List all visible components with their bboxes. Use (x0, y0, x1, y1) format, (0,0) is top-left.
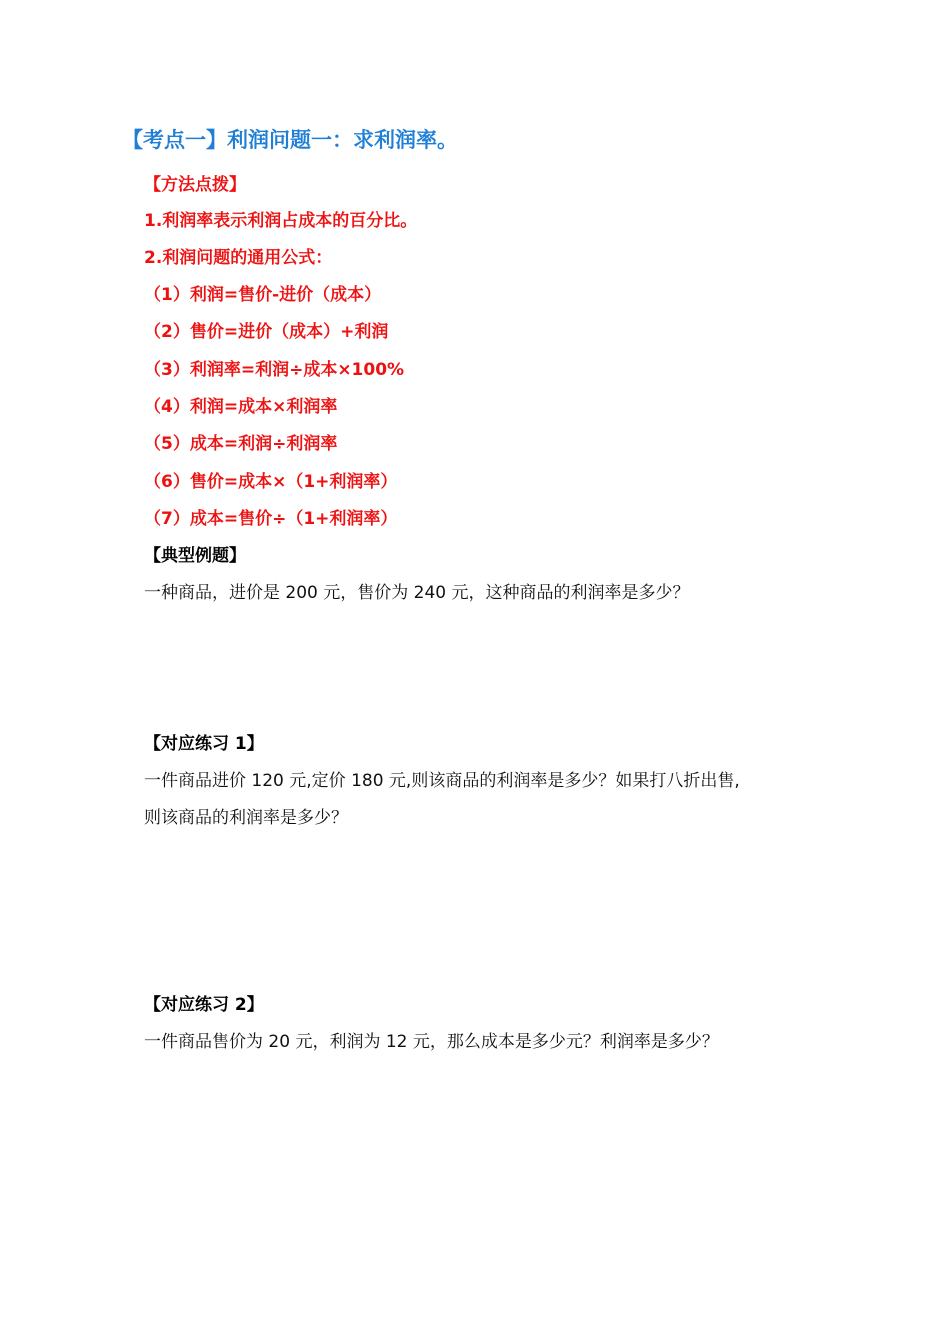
formula-7: （7）成本=售价÷（1+利润率） (144, 509, 398, 529)
formula-1: （1）利润=售价-进价（成本） (144, 285, 382, 305)
practice-2-heading: 【对应练习 2】 (144, 995, 264, 1015)
method-point-1: 1.利润率表示利润占成本的百分比。 (144, 211, 418, 231)
formula-5: （5）成本=利润÷利润率 (144, 434, 338, 454)
formula-2: （2）售价=进价（成本）+利润 (144, 322, 389, 342)
practice-1-heading: 【对应练习 1】 (144, 734, 264, 754)
formula-3: （3）利润率=利润÷成本×100% (144, 360, 405, 380)
practice-1-question-line-2: 则该商品的利润率是多少？ (144, 808, 348, 828)
formula-6: （6）售价=成本×（1+利润率） (144, 472, 398, 492)
section-title: 【考点一】利润问题一：求利润率。 (122, 128, 458, 152)
method-heading: 【方法点拨】 (144, 175, 246, 195)
practice-1-question-line-1: 一件商品进价 120 元,定价 180 元,则该商品的利润率是多少？如果打八折出售, (144, 771, 740, 791)
example-heading: 【典型例题】 (144, 546, 246, 566)
example-question: 一种商品，进价是 200 元，售价为 240 元，这种商品的利润率是多少？ (144, 583, 690, 603)
formula-4: （4）利润=成本×利润率 (144, 397, 338, 417)
method-point-2: 2.利润问题的通用公式： (144, 248, 333, 268)
practice-2-question: 一件商品售价为 20 元，利润为 12 元，那么成本是多少元？利润率是多少？ (144, 1032, 719, 1052)
